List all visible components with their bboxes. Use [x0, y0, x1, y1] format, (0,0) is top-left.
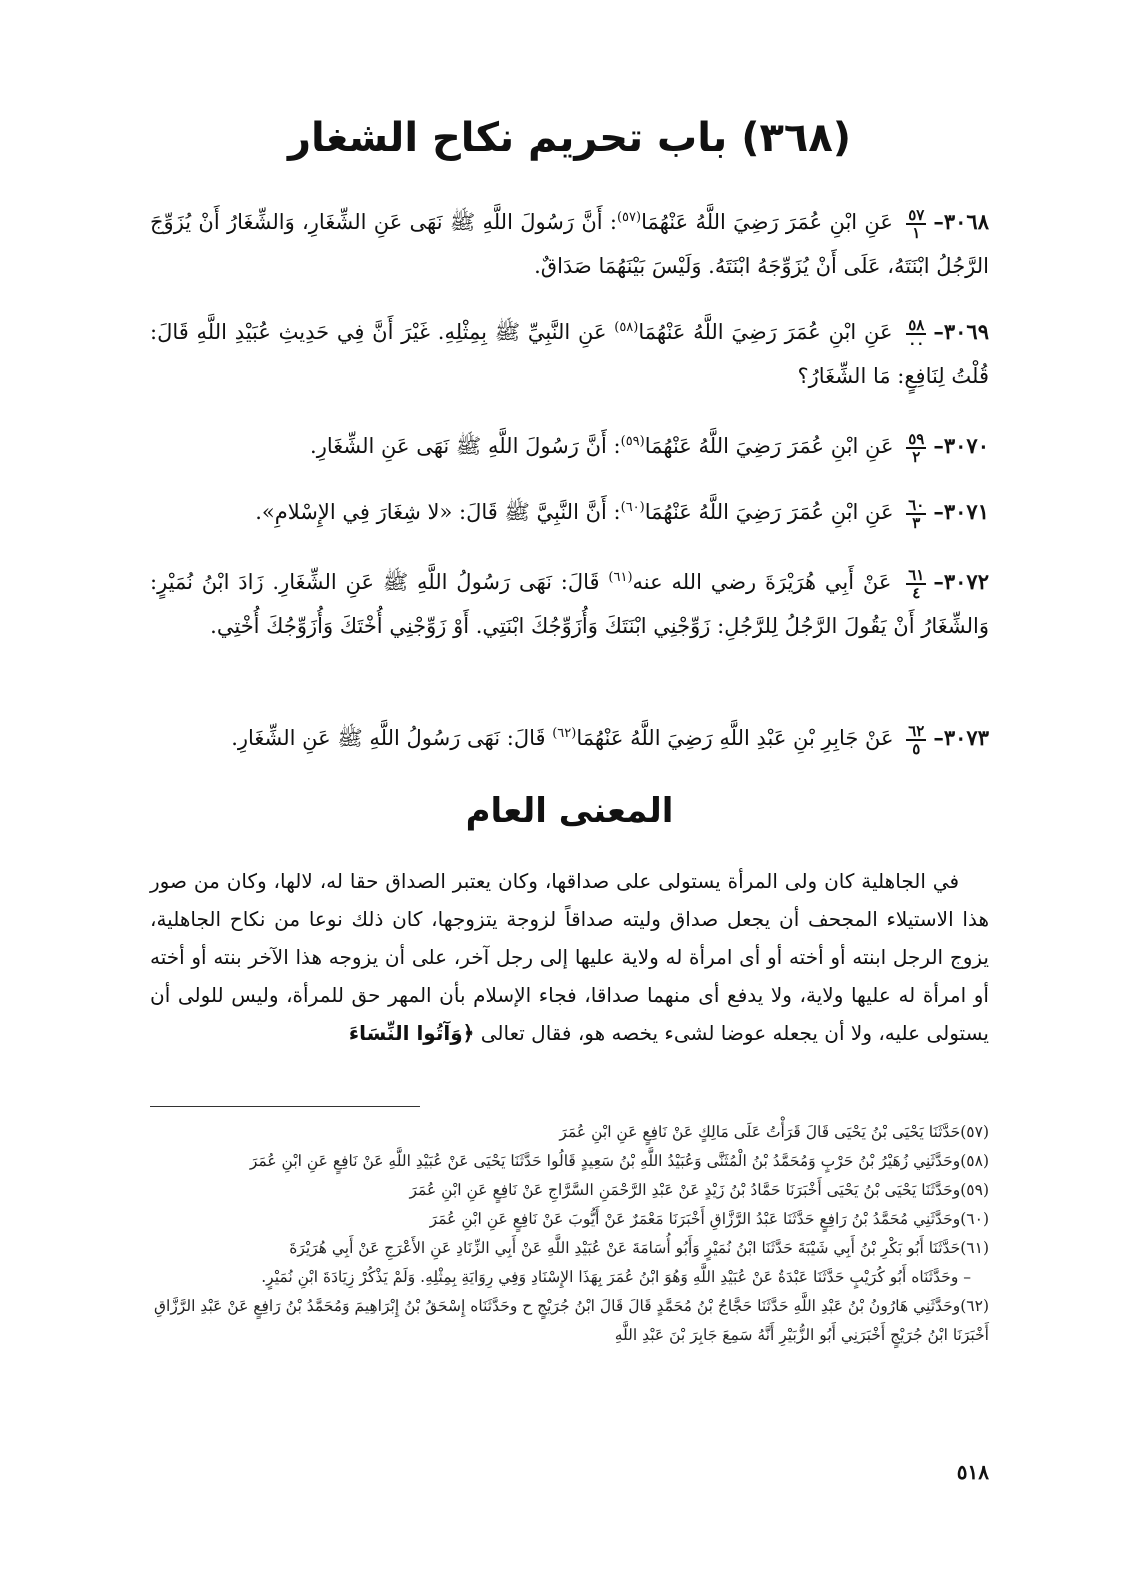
hadith-text: عَنِ ابْنِ عُمَرَ رَضِيَ اللَّهُ عَنْهُمَا — [644, 500, 894, 524]
quran-quote: ﴿وَآتُوا النِّسَاءَ — [348, 1021, 475, 1045]
footnote-61: (٦١)حَدَّثَنَا أَبُو بَكْرِ بْنُ أَبِي شَيْبَةَ حَدَّثَنَا ابْنُ نُمَيْرٍ وَأَبُو أُسَامَةَ عَنْ عُبَيْدِ اللَّهِ عَنْ أَبِي الزِّنَادِ عَنِ الأَعْرَجِ عَنْ أَبِي هُرَيْرَةَ — [289, 1239, 989, 1257]
hadith-number: ٣٠٦٨– — [933, 209, 989, 234]
hadith-text: : أَنَّ النَّبِيَّ ﷺ قَالَ: «لا شِغَارَ فِي الإِسْلامِ». — [255, 500, 621, 524]
hadith-text: عَنِ ابْنِ عُمَرَ رَضِيَ اللَّهُ عَنْهُمَا — [641, 210, 893, 234]
hadith-index-fraction: $\frac{٥٧}{١}$ — [908, 205, 925, 242]
hadith-3071 — [150, 486, 989, 534]
footnote-57: (٥٧)حَدَّثَنَا يَحْيَى بْنُ يَحْيَى قَالَ قَرَأْتُ عَلَى مَالِكٍ عَنْ نَافِعٍ عَنِ ابْنِ عُمَرَ — [559, 1123, 989, 1141]
hadith-text: : أَنَّ رَسُولَ اللَّهِ ﷺ نَهَى عَنِ الشِّغَارِ. — [310, 434, 621, 458]
hadith-index-fraction: $\frac{٥٨}{٠٠}$ — [908, 315, 925, 352]
hadith-index-fraction: $\frac{٦٢}{٥}$ — [908, 721, 925, 758]
hadith-number: ٣٠٦٩– — [933, 319, 989, 344]
footnote-ref[interactable]: (٥٨) — [614, 320, 639, 335]
footnote-ref[interactable]: (٥٧) — [616, 210, 642, 225]
hadith-3072 — [150, 556, 989, 648]
hadith-number: ٣٠٧٣– — [933, 725, 989, 750]
hadith-text: عَنْ أَبِي هُرَيْرَةَ رضي الله عنه — [632, 570, 892, 594]
footnote-ref[interactable]: (٥٩) — [620, 434, 645, 449]
footnote-58: (٥٨)وحَدَّثَنِي زُهَيْرُ بْنُ حَرْبٍ وَمُحَمَّدُ بْنُ الْمُثَنَّى وَعُبَيْدُ اللَّهِ بْنُ سَعِيدٍ قَالُوا حَدَّثَنَا يَحْيَى عَنْ عُبَيْدِ اللَّهِ عَنْ نَافِعٍ عَنِ ابْنِ عُمَرَ — [249, 1152, 989, 1170]
hadith-index-fraction: $\frac{٦٠}{٣}$ — [908, 495, 925, 532]
hadith-3068 — [150, 196, 989, 288]
hadith-number: ٣٠٧١– — [933, 499, 989, 524]
chapter-title: (٣٦٨) باب تحريم نكاح الشغار — [287, 115, 852, 161]
general-meaning-paragraph — [150, 862, 989, 1052]
footnote-ref[interactable]: (٦٢) — [552, 726, 577, 741]
footnote-60: (٦٠)وحَدَّثَنِي مُحَمَّدُ بْنُ رَافِعٍ حَدَّثَنَا عَبْدُ الرَّزَّاقِ أَخْبَرَنَا مَعْمَرٌ عَنْ أَيُّوبَ عَنْ نَافِعٍ عَنِ ابْنِ عُمَرَ — [429, 1210, 989, 1228]
footnote-62: (٦٢)وحَدَّثَنِي هَارُونُ بْنُ عَبْدِ اللَّهِ حَدَّثَنَا حَجَّاجُ بْنُ مُحَمَّدٍ قَالَ قَالَ ابْنُ جُرَيْجٍ ح وحَدَّثَنَاه إِسْحَقُ بْنُ إِبْرَاهِيمَ وَمُحَمَّدُ بْنُ رَافِعٍ عَنْ عَبْدِ الرَّزَّاقِ أَخْبَرَنَا ابْنُ جُرَيْجٍ أَخْبَرَنِي أَبُو الزُّبَيْرِ أَنَّهُ سَمِعَ جَابِرَ بْنَ عَبْدِ اللَّهِ — [153, 1297, 989, 1344]
hadith-3070 — [150, 420, 989, 468]
hadith-3069 — [150, 306, 989, 398]
footnote-ref[interactable]: (٦٠) — [620, 500, 645, 515]
footnotes — [150, 1118, 989, 1350]
footnote-ref[interactable]: (٦١) — [608, 570, 633, 585]
footnote-59: (٥٩)وحَدَّثَنَا يَحْيَى بْنُ يَحْيَى أَخْبَرَنَا حَمَّادُ بْنُ زَيْدٍ عَنْ عَبْدِ الرَّحْمَنِ السَّرَّاجِ عَنْ نَافِعٍ عَنِ ابْنِ عُمَرَ — [409, 1181, 989, 1199]
hadith-text: : أَنَّ رَسُولَ اللَّهِ ﷺ نَهَى عَنِ الشِّغَارِ، وَالشِّغَارُ أَنْ يُزَوِّجَ الرَّجُلُ ابْنَتَهُ، عَلَى أَنْ يُزَوِّجَهُ ابْنَتَهُ. وَلَيْسَ بَيْنَهُمَا صَدَاقٌ. — [150, 210, 989, 278]
page-number: ٥١٨ — [956, 1460, 989, 1484]
hadith-index-fraction: $\frac{٥٩}{٢}$ — [908, 429, 925, 466]
hadith-number: ٣٠٧٢– — [933, 569, 989, 594]
hadith-text: عَنِ ابْنِ عُمَرَ رَضِيَ اللَّهُ عَنْهُمَا — [638, 320, 893, 344]
section-title: المعنى العام — [465, 791, 674, 831]
hadith-text: عَنْ جَابِرِ بْنِ عَبْدِ اللَّهِ رَضِيَ اللَّهُ عَنْهُمَا — [576, 726, 894, 750]
book-page — [150, 0, 989, 1578]
footnote-61-continuation: – وحَدَّثَنَاه أَبُو كُرَيْبٍ حَدَّثَنَا عَبْدَةُ عَنْ عُبَيْدِ اللَّهِ وَهُوَ ابْنُ عُمَرَ بِهَذَا الإِسْنَادِ وَفِي رِوَايَةِ بِمِثْلِهِ. وَلَمْ يَذْكُرْ زِيَادَةَ ابْنِ نُمَيْرٍ. — [261, 1268, 971, 1286]
hadith-text: عَنِ النَّبِيِّ ﷺ بِمِثْلِهِ. غَيْرَ أَنَّ فِي حَدِيثِ عُبَيْدِ اللَّهِ قَالَ: قُلْتُ لِنَافِعٍ: مَا الشِّغَارُ؟ — [150, 320, 989, 388]
hadith-text: عَنِ ابْنِ عُمَرَ رَضِيَ اللَّهُ عَنْهُمَا — [644, 434, 894, 458]
hadith-text: قَالَ: نَهَى رَسُولُ اللَّهِ ﷺ عَنِ الشِّغَارِ. — [231, 726, 553, 750]
prose-text: في الجاهلية كان ولى المرأة يستولى على صداقها، وكان يعتبر الصداق حقا له، لالها، وكان من صور هذا الاستيلاء المجحف أن يجعل صداق وليته صداقاً لزوجة يتزوجها، كان ذلك نوعا من نكاح الجاهلية، يزوج الرجل ابنته أو أخته أو أى امرأة له ولاية عليها إلى رجل آخر، على أن يزوجه هذا الآخر بنته أو أخته أو امرأة له عليها ولاية، ولا يدفع أى منهما صداقا، فجاء الإسلام بأن المهر حق للمرأة، وليس للولى أن يستولى عليه، ولا أن يجعله عوضا لشىء يخصه هو، فقال تعالى — [150, 869, 989, 1045]
hadith-number: ٣٠٧٠– — [933, 433, 989, 458]
hadith-3073 — [150, 712, 989, 760]
hadith-index-fraction: $\frac{٦١}{٤}$ — [908, 565, 925, 602]
footnote-divider — [150, 1106, 420, 1107]
hadith-text: قَالَ: نَهَى رَسُولُ اللَّهِ ﷺ عَنِ الشِّغَارِ. زَادَ ابْنُ نُمَيْرٍ: وَالشِّغَارُ أَنْ يَقُولَ الرَّجُلُ لِلرَّجُلِ: زَوِّجْنِي ابْنَتَكَ وَأُزَوِّجُكَ ابْنَتِي. أَوْ زَوِّجْنِي أُخْتَكَ وَأُزَوِّجُكَ أُخْتِي. — [150, 570, 989, 638]
